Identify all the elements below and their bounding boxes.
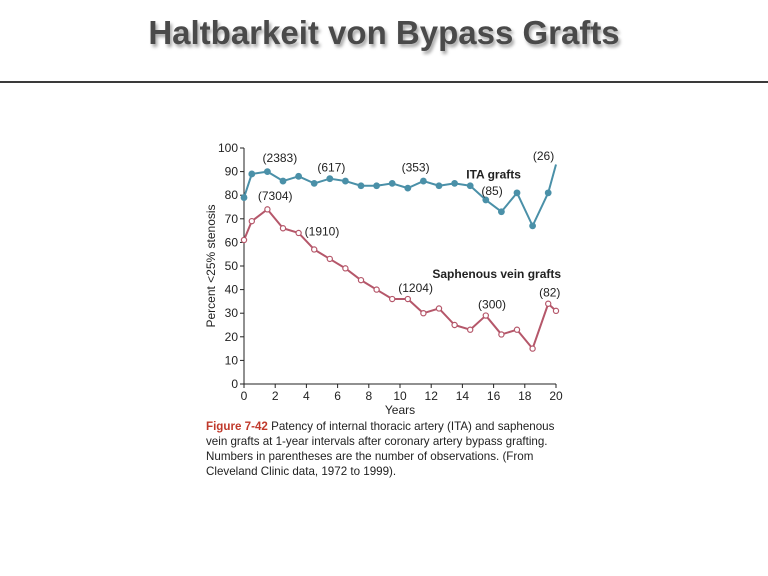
saphenous-data-point bbox=[452, 322, 457, 327]
ita-data-point bbox=[545, 189, 552, 196]
observation-count-label: (617) bbox=[317, 160, 346, 175]
observation-count-label: (7304) bbox=[257, 188, 293, 203]
caption-text: Patency of internal thoracic artery (ITA) and saphenous vein grafts at 1-year intervals after coronary artery bypass grafting. Numbers in parentheses are the number of observations. (From Cleveland Clinic data, 1972 to 1999). bbox=[206, 420, 555, 478]
ita-data-point bbox=[451, 180, 458, 187]
ita-data-point bbox=[529, 222, 536, 229]
observation-count-label: (82) bbox=[539, 285, 561, 300]
series-label: Saphenous vein grafts bbox=[432, 266, 562, 281]
saphenous-data-point bbox=[530, 346, 535, 351]
observation-count-label: (85) bbox=[481, 184, 503, 199]
saphenous-data-point bbox=[553, 308, 558, 313]
x-tick-label: 8 bbox=[365, 389, 373, 403]
saphenous-data-point bbox=[405, 296, 410, 301]
ita-data-point bbox=[498, 208, 505, 215]
saphenous-data-point bbox=[312, 247, 317, 252]
x-tick-label: 20 bbox=[549, 389, 563, 403]
y-tick-label: 70 bbox=[224, 211, 238, 226]
x-tick-label: 16 bbox=[486, 389, 501, 403]
y-tick-label: 90 bbox=[224, 164, 238, 179]
y-axis-label: Percent <25% stenosis bbox=[204, 204, 218, 328]
observation-count-label: (353) bbox=[401, 160, 430, 175]
ita-data-point bbox=[436, 182, 443, 189]
saphenous-data-point bbox=[499, 332, 504, 337]
ita-data-point bbox=[389, 180, 396, 187]
x-tick-label: 18 bbox=[518, 389, 532, 403]
saphenous-data-point bbox=[374, 287, 379, 292]
x-tick-label: 2 bbox=[271, 389, 279, 403]
y-tick-label: 80 bbox=[224, 188, 238, 203]
saphenous-data-point bbox=[483, 313, 488, 318]
saphenous-data-point bbox=[327, 256, 332, 261]
ita-data-point bbox=[280, 178, 287, 185]
figure-caption bbox=[206, 419, 574, 479]
ita-data-point bbox=[241, 194, 248, 201]
x-tick-label: 14 bbox=[455, 389, 470, 403]
ita-data-point bbox=[420, 178, 427, 185]
x-tick-label: 6 bbox=[334, 389, 341, 403]
ita-data-point bbox=[342, 178, 349, 185]
y-tick-label: 50 bbox=[224, 259, 238, 273]
slide-title: Haltbarkeit von Bypass Grafts bbox=[148, 14, 620, 51]
y-tick-label: 40 bbox=[224, 282, 238, 297]
y-tick-label: 10 bbox=[224, 353, 238, 368]
saphenous-data-point bbox=[436, 306, 441, 311]
observation-count-label: (300) bbox=[478, 297, 507, 312]
y-tick-label: 100 bbox=[217, 141, 238, 155]
y-tick-label: 30 bbox=[224, 306, 238, 321]
observation-count-label: (26) bbox=[532, 148, 555, 163]
observation-count-label: (2383) bbox=[262, 151, 298, 166]
saphenous-data-point bbox=[514, 327, 519, 332]
y-tick-label: 0 bbox=[231, 377, 238, 391]
x-tick-label: 10 bbox=[393, 389, 407, 403]
y-tick-label: 20 bbox=[224, 329, 238, 344]
saphenous-data-point bbox=[296, 230, 301, 235]
ita-data-point bbox=[326, 175, 333, 182]
ita-data-point bbox=[295, 173, 302, 180]
saphenous-data-point bbox=[358, 278, 363, 283]
series-label: ITA grafts bbox=[466, 167, 521, 182]
ita-data-point bbox=[404, 185, 411, 192]
ita-data-point bbox=[467, 182, 474, 189]
x-tick-label: 4 bbox=[303, 389, 310, 403]
ita-data-point bbox=[514, 189, 521, 196]
saphenous-data-point bbox=[390, 296, 395, 301]
observation-count-label: (1910) bbox=[304, 224, 340, 239]
saphenous-data-point bbox=[280, 226, 285, 231]
saphenous-data-point bbox=[546, 301, 551, 306]
ita-data-point bbox=[311, 180, 318, 187]
y-tick-label: 60 bbox=[224, 235, 238, 250]
saphenous-data-point bbox=[241, 237, 246, 242]
figure-label: Figure 7-42 bbox=[206, 420, 268, 433]
x-axis-label: Years bbox=[384, 403, 416, 417]
saphenous-data-point bbox=[249, 219, 254, 224]
ita-data-point bbox=[373, 182, 380, 189]
saphenous-data-point bbox=[468, 327, 473, 332]
saphenous-data-point bbox=[265, 207, 270, 212]
x-tick-label: 0 bbox=[240, 389, 248, 403]
ita-data-point bbox=[358, 182, 365, 189]
saphenous-data-point bbox=[421, 311, 426, 316]
x-tick-label: 12 bbox=[424, 389, 438, 403]
saphenous-data-point bbox=[343, 266, 348, 271]
ita-data-point bbox=[248, 171, 255, 178]
observation-count-label: (1204) bbox=[398, 280, 433, 295]
ita-data-point bbox=[264, 168, 271, 175]
